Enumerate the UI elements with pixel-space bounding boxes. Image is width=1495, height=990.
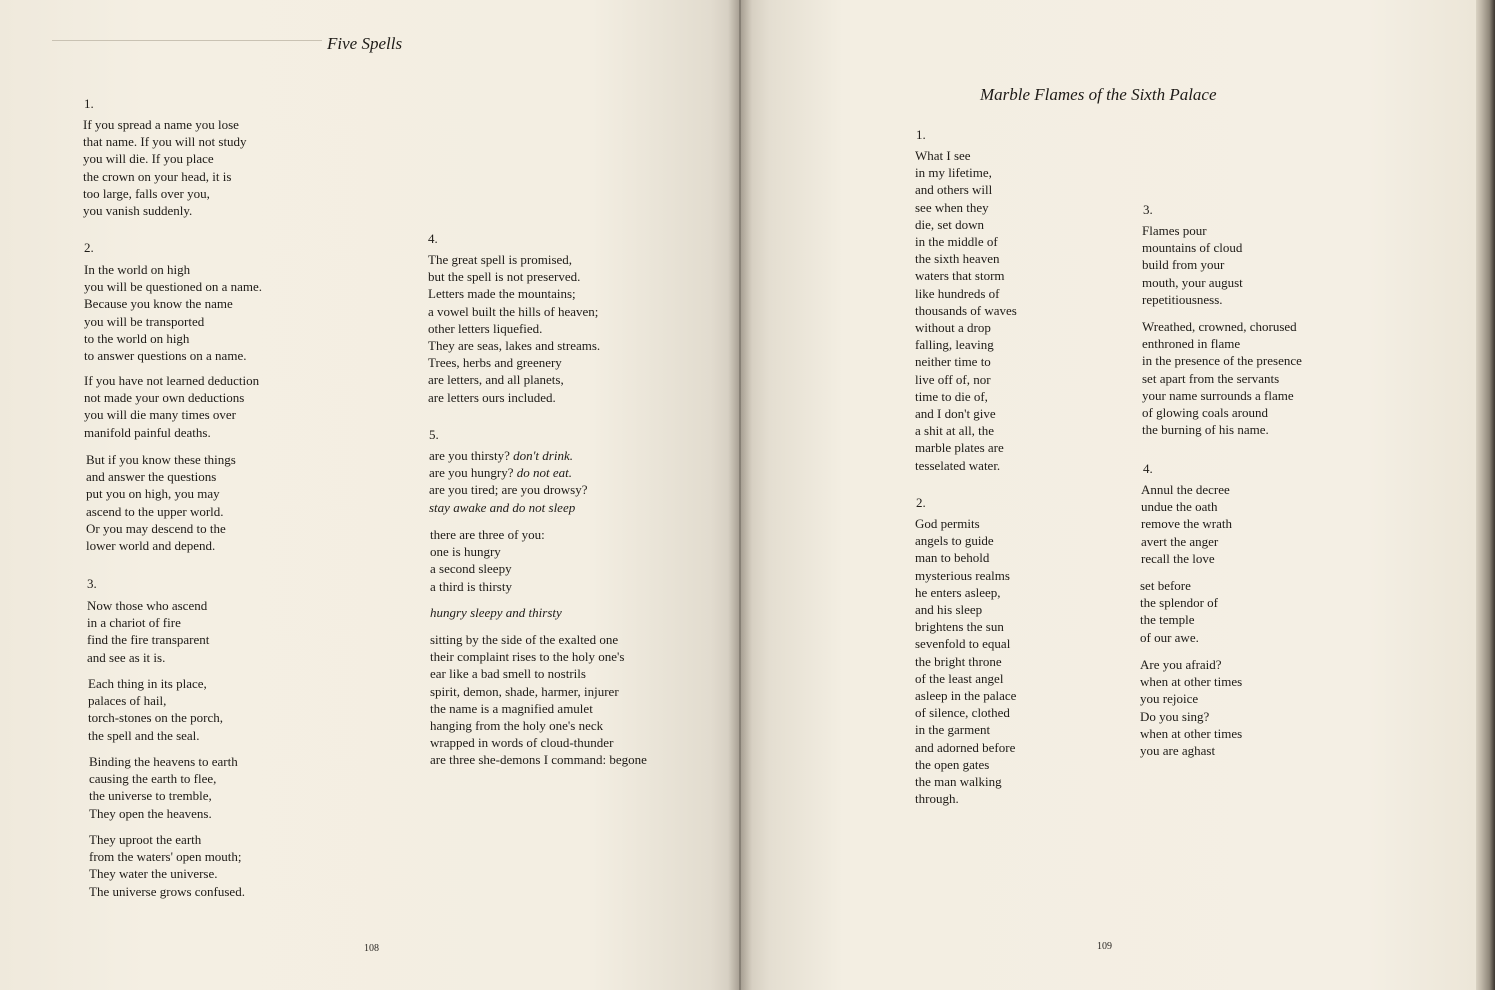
spell-2-stanza-1: In the world on high you will be questioned on a name. Because you know the name you will be transported to the world on high to answer questions on a name. (84, 262, 262, 364)
spell-5-stanza-1 (429, 447, 587, 516)
palace-1-number: 1. (916, 127, 926, 142)
spell-3-stanza-1: Now those who ascend in a chariot of fire find the fire transparent and see as it is. (87, 598, 210, 665)
spell-5-line-2: are you hungry? do not eat. (429, 465, 572, 481)
spell-5-line-3: are you tired; are you drowsy? (429, 482, 588, 498)
spell-2-stanza-3: But if you know these things and answer the questions put you on high, you may ascend to the upper world. Or you may descend to the lower world and depend. (86, 452, 236, 554)
book-gutter (728, 0, 752, 990)
spell-1-stanza-1: If you spread a name you lose that name. If you will not study you will die. If you place the crown on your head, it is too large, falls over you, you vanish suddenly. (83, 117, 247, 219)
spell-3-number: 3. (87, 576, 97, 591)
spell-1-number: 1. (84, 96, 94, 111)
palace-2-text: God permits angels to guide man to behold mysterious realms he enters asleep, and his sleep brightens the sun sevenfold to equal the bright throne of the least angel asleep in the palace of silence, clothed in the garment and adorned before the open gates the man walking through. (915, 516, 1017, 807)
spell-4-stanza-1: The great spell is promised, but the spell is not preserved. Letters made the mountains; a vowel built the hills of heaven; other letters liquefied. They are seas, lakes and streams. Trees, herbs and greenery are letters, and all planets, are letters ours included. (428, 252, 601, 405)
palace-3-stanza-1: Flames pour mountains of cloud build from your mouth, your august repetitiousness. (1142, 223, 1243, 307)
spell-5-italic-line: hungry sleepy and thirsty (430, 605, 562, 620)
palace-1-text: What I see in my lifetime, and others will see when they die, set down in the middle of the sixth heaven waters that storm like hundreds of thousands of waves without a drop falling, leaving neither time to live off of, nor time to die of, and I don't give a shit at all, the marble plates are tesselated water. (915, 148, 1017, 473)
left-page-number: 108 (364, 943, 379, 954)
left-page-title: Five Spells (327, 34, 403, 53)
palace-4-stanza-1: Annul the decree undue the oath remove the wrath avert the anger recall the love (1141, 482, 1232, 566)
right-page (740, 0, 1476, 990)
spell-4-number: 4. (428, 231, 438, 246)
left-page (0, 0, 740, 990)
spell-5-stanza-2: there are three of you: one is hungry a second sleepy a third is thirsty (430, 527, 545, 594)
spell-2-stanza-2: If you have not learned deduction not made your own deductions you will die many times over manifold painful deaths. (84, 373, 260, 440)
spell-5-number: 5. (429, 427, 439, 442)
spell-2-number: 2. (84, 240, 94, 255)
palace-2-number: 2. (916, 495, 926, 510)
spell-5-stanza-4: sitting by the side of the exalted one their complaint rises to the holy one's ear like a bad smell to nostrils spirit, demon, shade, harmer, injurer the name is a magnified amulet hanging from the holy one's neck wrapped in words of cloud-thunder are three she-demons I command: begone (430, 632, 647, 768)
palace-4-number: 4. (1143, 461, 1153, 476)
palace-4-stanza-2: set before the splendor of the temple of our awe. (1140, 578, 1218, 645)
palace-3-number: 3. (1143, 202, 1153, 217)
right-page-number: 109 (1097, 941, 1112, 952)
spell-3-stanza-2: Each thing in its place, palaces of hail, torch-stones on the porch, the spell and the seal. (88, 676, 224, 743)
header-rule (52, 40, 322, 41)
spell-3-stanza-3: Binding the heavens to earth causing the earth to flee, the universe to tremble, They open the heavens. (89, 754, 238, 821)
spell-5-line-4: stay awake and do not sleep (429, 499, 576, 515)
right-page-title: Marble Flames of the Sixth Palace (980, 85, 1217, 104)
palace-4-stanza-3: Are you afraid? when at other times you rejoice Do you sing? when at other times you are aghast (1140, 657, 1243, 759)
spell-5-line-1: are you thirsty? don't drink. (429, 448, 573, 463)
palace-3-stanza-2: Wreathed, crowned, chorused enthroned in flame in the presence of the presence set apart from the servants your name surrounds a flame of glowing coals around the burning of his name. (1142, 319, 1302, 438)
spell-3-stanza-4: They uproot the earth from the waters' open mouth; They water the universe. The universe grows confused. (89, 832, 245, 899)
page-edge (1476, 0, 1495, 990)
